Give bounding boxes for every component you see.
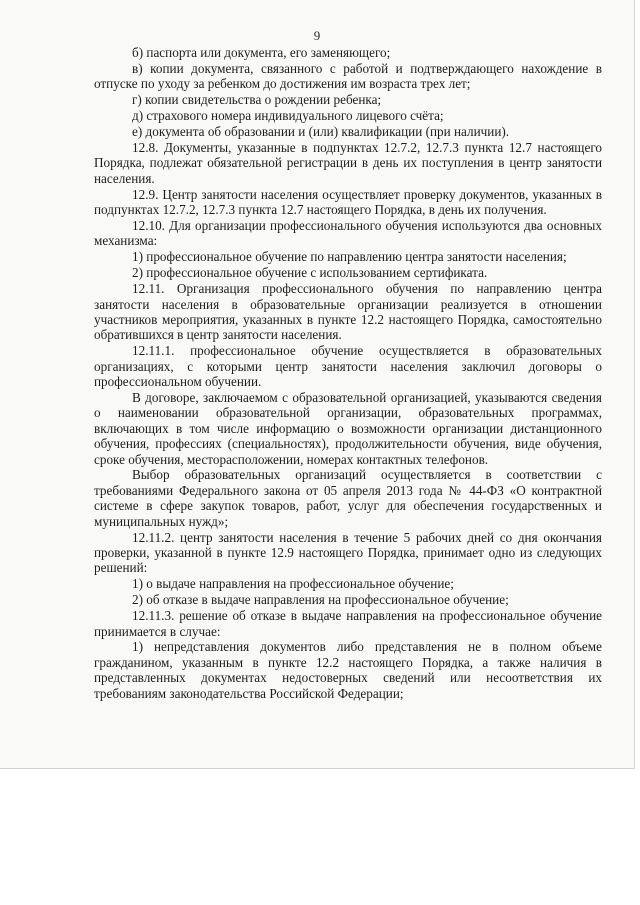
- clause-12-8: 12.8. Документы, указанные в подпунктах 12.7.2, 12.7.3 пункта 12.7 настоящего Порядка, подлежат обязательной регистрации в день их поступления в центр занятости населения.: [94, 139, 602, 186]
- item-work-document: в) копии документа, связанного с работой и подтверждающего нахождение в отпуске по уходу за ребенком до достижения им возраста трех лет;: [94, 60, 602, 92]
- clause-12-11-2: 12.11.2. центр занятости населения в течение 5 рабочих дней со дня окончания проверки, указанной в пункте 12.9 настоящего Порядка, принимает одно из следующих решений:: [94, 529, 602, 576]
- item-birth-certificate: г) копии свидетельства о рождении ребенка;: [132, 92, 382, 108]
- clause-12-9: 12.9. Центр занятости населения осуществляет проверку документов, указанных в подпунктах 12.7.2, 12.7.3 пункта 12.7 настоящего Порядка, в день их получения.: [94, 186, 602, 218]
- contract-details-paragraph: В договоре, заключаемом с образовательной организацией, указываются сведения о наименовании образовательной организации, образовательных программах, включающих в том числе информацию о возможности организации дистанционного обучения, профессиях (специальностях), продолжительности обучения, виде обучения, сроке обучения, месторасположении, номерах контактных телефонов.: [94, 389, 602, 467]
- clause-12-10-item-1: 1) профессиональное обучение по направлению центра занятости населения;: [132, 249, 567, 265]
- clause-12-10-item-2: 2) профессиональное обучение с использованием сертификата.: [132, 265, 488, 281]
- item-insurance-number: д) страхового номера индивидуального лицевого счёта;: [132, 108, 444, 124]
- document-body: [94, 45, 602, 701]
- item-passport: б) паспорта или документа, его заменяющего;: [132, 45, 391, 60]
- clause-12-11-3: 12.11.3. решение об отказе в выдаче направления на профессиональное обучение принимается в случае:: [94, 608, 602, 639]
- item-education-document: е) документа об образовании и (или) квалификации (при наличии).: [132, 124, 510, 140]
- refusal-item-1: 1) непредставления документов либо представления не в полном объеме гражданином, указанным в пункте 12.2 настоящего Порядка, а также наличия в представленных документах недостоверных сведений или несоответствия их требованиям законодательства Российской Федерации;: [94, 639, 602, 701]
- clause-12-11-1: 12.11.1. профессиональное обучение осуществляется в образовательных организациях, с которыми центр занятости населения заключил договоры о профессиональном обучении.: [94, 343, 602, 390]
- clause-12-10: 12.10. Для организации профессионального обучения используются два основных механизма:: [94, 217, 602, 249]
- decision-item-2: 2) об отказе в выдаче направления на профессиональное обучение;: [132, 592, 509, 608]
- organization-selection-paragraph: Выбор образовательных организаций осуществляется в соответствии с требованиями Федерального закона от 05 апреля 2013 года № 44-ФЗ «О контрактной системе в сфере закупок товаров, работ, услуг для обеспечения государственных и муниципальных нужд»;: [94, 467, 602, 529]
- decision-item-1: 1) о выдаче направления на профессиональное обучение;: [132, 576, 454, 592]
- page-number: 9: [313, 28, 321, 43]
- clause-12-11: 12.11. Организация профессионального обучения по направлению центра занятости населения в образовательные организации реализуется в отношении участников мероприятия, указанных в пункте 12.2 настоящего Порядка, самостоятельно обратившихся в центр занятости населения.: [94, 281, 602, 343]
